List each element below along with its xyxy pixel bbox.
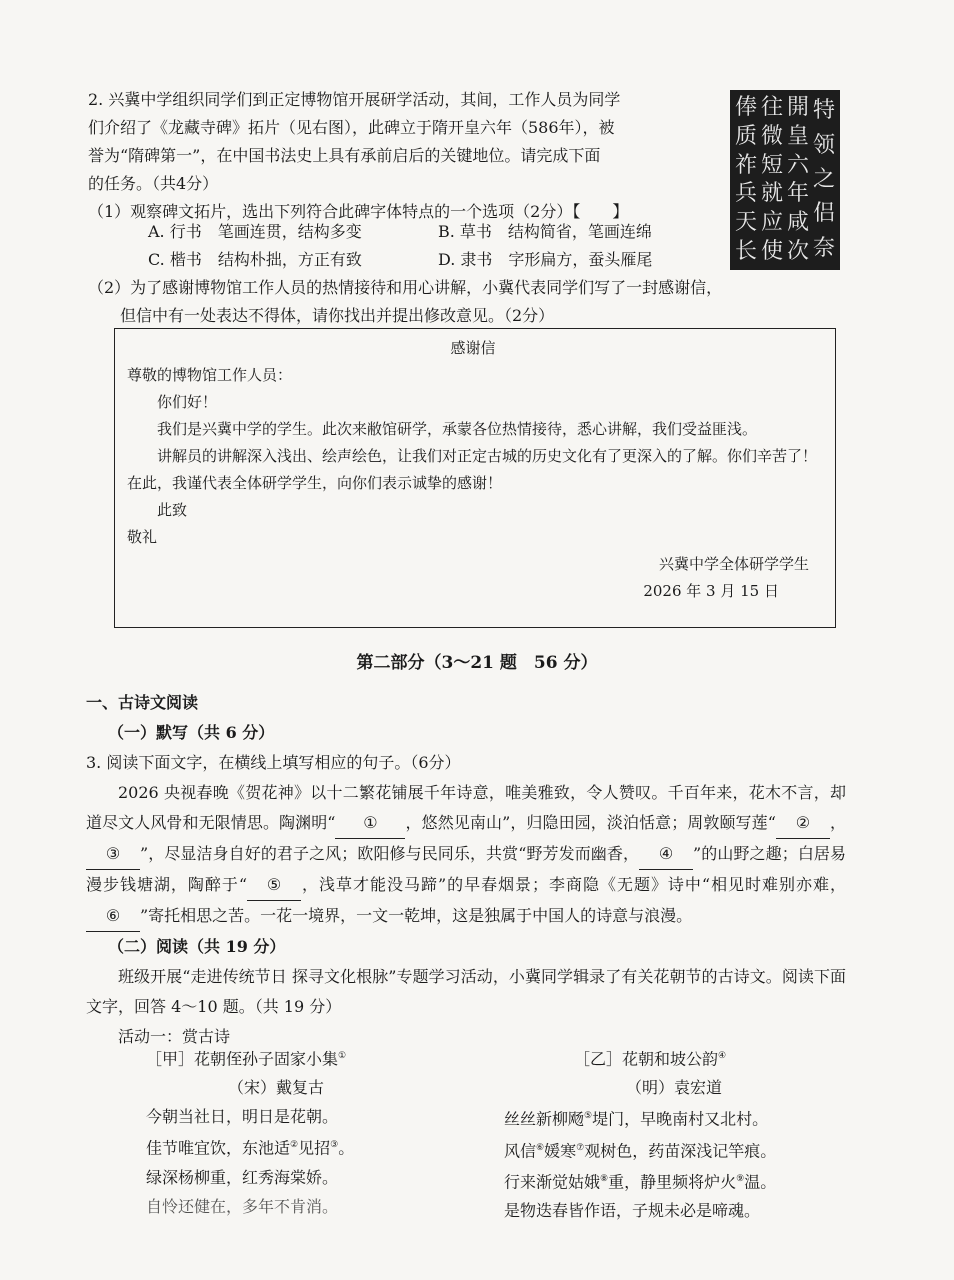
rubbing-char: 长 bbox=[734, 238, 757, 264]
q2-options bbox=[148, 218, 728, 274]
section-heading: 第二部分（3～21 题 56 分） bbox=[356, 653, 598, 673]
rubbing-column bbox=[812, 94, 836, 266]
rubbing-char: 就 bbox=[760, 181, 783, 207]
rubbing-char: 六 bbox=[786, 152, 809, 178]
letter-greeting: 你们好！ bbox=[157, 393, 218, 411]
rubbing-column bbox=[786, 94, 810, 266]
rubbing-char: 次 bbox=[786, 238, 809, 264]
q2-sub2 bbox=[88, 274, 848, 330]
letter-closing: 敬礼 bbox=[127, 528, 158, 546]
passage-text: ”，尽显洁身自好的君子之风；欧阳修与民同乐，共赏“野芳发而幽香， bbox=[140, 844, 640, 863]
poem-text: 。 bbox=[338, 1138, 355, 1158]
option-a: A. 行书 笔画连贯，结构多变 bbox=[148, 222, 362, 241]
letter-paragraph: 讲解员的讲解深入浅出、绘声绘色，让我们对正定古城的历史文化有了更深入的了解。你们辛苦了！在此，我谨代表全体研学学生，向你们表示诚挚的感谢！ bbox=[127, 447, 818, 492]
rubbing-char: 应 bbox=[760, 209, 783, 235]
poem-a bbox=[146, 1042, 446, 1221]
poem-line bbox=[146, 1131, 446, 1162]
letter-paragraph: 我们是兴冀中学的学生。此次来敝馆研学，承蒙各位热情接待，悉心讲解，我们受益匪浅。 bbox=[157, 420, 758, 438]
letter-closing: 此致 bbox=[157, 501, 188, 519]
rubbing-char: 奈 bbox=[812, 235, 835, 261]
passage-text: ，浅草才能没马蹄”的早春烟景；李商隐《无题》诗中“相见时难别亦难， bbox=[301, 875, 846, 894]
poem-line: 是物迭春皆作语，子规未必是啼魂。 bbox=[504, 1201, 761, 1221]
poem-b bbox=[504, 1042, 844, 1225]
poem-text: 风信 bbox=[504, 1140, 537, 1160]
rubbing-char: 侣 bbox=[812, 201, 835, 227]
poem-title-text: ［乙］花朝和坡公韵 bbox=[574, 1049, 719, 1069]
poem-line: 绿深杨柳重，红秀海棠娇。 bbox=[146, 1167, 339, 1187]
rubbing-char: 短 bbox=[760, 152, 783, 178]
stele-rubbing-image bbox=[730, 90, 840, 270]
footnote-mark: ④ bbox=[718, 1051, 727, 1061]
rubbing-char: 质 bbox=[734, 123, 757, 149]
rubbing-char: 往 bbox=[760, 95, 783, 121]
options-row bbox=[148, 218, 728, 246]
passage-text: 2026 央视春晚《贺花神》以十二繁花铺展千年诗意，唯美雅致，令人赞叹。千百年来，花木不言，却道尽文人风骨和无限情思。陶渊明“ bbox=[86, 783, 846, 832]
poem-author: （明）袁宏道 bbox=[625, 1078, 722, 1098]
rubbing-char: 兵 bbox=[734, 181, 757, 207]
poem-text: 行来渐觉姑娥 bbox=[504, 1172, 601, 1192]
activity-heading: 活动一：赏古诗 bbox=[118, 1027, 231, 1046]
footnote-mark: ③ bbox=[330, 1140, 339, 1151]
rubbing-char: 微 bbox=[760, 123, 783, 149]
footnote-mark: ⑤ bbox=[584, 1111, 593, 1122]
rubbing-char: 皇 bbox=[786, 123, 809, 149]
fill-blank-5[interactable]: ⑤ bbox=[247, 870, 301, 901]
rubbing-char: 特 bbox=[812, 98, 835, 124]
footnote-mark: ⑧ bbox=[600, 1173, 609, 1184]
options-row bbox=[148, 246, 728, 274]
passage-text: ”的山野之趣；白居易漫步钱塘湖，陶醉于“ bbox=[86, 844, 846, 894]
option-d: D. 隶书 字形扁方，蚕头雁尾 bbox=[438, 250, 653, 269]
fill-blank-3[interactable]: ③ bbox=[86, 839, 140, 870]
letter-signature: 兴冀中学全体研学学生 bbox=[658, 555, 809, 573]
footnote-mark: ⑥ bbox=[536, 1142, 545, 1153]
passage-text: ，悠然见南山”，归隐田园，淡泊恬意；周敦颐写莲“ bbox=[405, 813, 776, 832]
poem-line: 今朝当社日，明日是花朝。 bbox=[146, 1107, 339, 1127]
poem-text: 佳节唯宜饮，东池适 bbox=[146, 1138, 291, 1158]
passage-text: ”寄托相思之苦。一花一境界，一文一乾坤，这是独属于中国人的诗意与浪漫。 bbox=[140, 906, 693, 925]
poem-text: 温。 bbox=[744, 1172, 777, 1192]
rubbing-char: 俸 bbox=[734, 95, 757, 121]
rubbing-char: 祚 bbox=[734, 152, 757, 178]
q2-sub2-line: （2）为了感谢博物馆工作人员的热情接待和用心讲解，小冀代表同学们写了一封感谢信， bbox=[88, 278, 723, 297]
fill-blank-4[interactable]: ④ bbox=[639, 839, 693, 870]
option-c: C. 楷书 结构朴拙，方正有致 bbox=[148, 250, 362, 269]
poem-title-text: ［甲］花朝侄孙子固家小集 bbox=[146, 1049, 339, 1069]
passage-text: ， bbox=[829, 813, 846, 832]
rubbing-char: 開 bbox=[786, 95, 809, 121]
poem-line: 自怜还健在，多年不肯消。 bbox=[146, 1196, 339, 1216]
poem-text: 重，静里频将炉火 bbox=[608, 1172, 737, 1192]
rubbing-char: 之 bbox=[812, 166, 835, 192]
letter-title: 感谢信 bbox=[450, 339, 496, 357]
thank-you-letter bbox=[114, 328, 836, 628]
rubbing-char: 年 bbox=[786, 181, 809, 207]
part-heading: 一、古诗文阅读 bbox=[86, 693, 199, 712]
poem-line bbox=[504, 1102, 844, 1133]
subpart-heading: （一）默写（共 6 分） bbox=[108, 723, 275, 742]
q2-line: 2. 兴冀中学组织同学们到正定博物馆开展研学活动，其间，工作人员为同学 bbox=[88, 90, 621, 109]
q2-line: 誉为“隋碑第一”，在中国书法史上具有承前启后的关键地位。请完成下面 bbox=[88, 146, 601, 165]
rubbing-column bbox=[760, 94, 784, 266]
letter-date: 2026 年 3 月 15 日 bbox=[643, 582, 779, 600]
footnote-mark: ② bbox=[290, 1140, 299, 1151]
reading-intro: 班级开展“走进传统节日 探寻文化根脉”专题学习活动，小冀同学辑录了有关花朝节的古诗文。阅读下面文字，回答 4～10 题。（共 19 分） bbox=[86, 967, 846, 1016]
rubbing-column bbox=[734, 94, 758, 266]
poem-title bbox=[146, 1042, 446, 1073]
poem-text: 观树色，药苗深浅记竿痕。 bbox=[584, 1140, 777, 1160]
poem-text: 堤门，早晚南村又北村。 bbox=[592, 1109, 769, 1129]
fill-blank-1[interactable]: ① bbox=[335, 808, 405, 839]
subpart-heading: （二）阅读（共 19 分） bbox=[108, 937, 286, 956]
poem-author: （宋）戴复古 bbox=[227, 1078, 324, 1098]
rubbing-char: 天 bbox=[734, 209, 757, 235]
poem-text: 见招 bbox=[298, 1138, 331, 1158]
reading-section bbox=[86, 688, 846, 1052]
poem-text: 媛寒 bbox=[544, 1140, 577, 1160]
q3-prompt: 3. 阅读下面文字，在横线上填写相应的句子。（6分） bbox=[86, 753, 461, 772]
rubbing-char: 使 bbox=[760, 238, 783, 264]
footnote-mark: ⑨ bbox=[736, 1173, 745, 1184]
q2-sub1: （1）观察碑文拓片，选出下列符合此碑字体特点的一个选项（2分）【 】 bbox=[88, 202, 629, 221]
rubbing-char: 领 bbox=[812, 132, 835, 158]
poem-line bbox=[504, 1134, 844, 1165]
q2-line: 的任务。（共4分） bbox=[88, 174, 219, 193]
letter-salutation: 尊敬的博物馆工作人员： bbox=[127, 366, 293, 384]
option-b: B. 草书 结构简省，笔画连绵 bbox=[438, 222, 652, 241]
q2-line: 们介绍了《龙藏寺碑》拓片（见右图），此碑立于隋开皇六年（586年），被 bbox=[88, 118, 615, 137]
poem-line bbox=[504, 1165, 844, 1196]
question-2 bbox=[88, 86, 728, 226]
q2-sub2-line: 但信中有一处表达不得体，请你找出并提出修改意见。（2分） bbox=[88, 306, 555, 325]
poem-title bbox=[504, 1042, 844, 1073]
q3-passage bbox=[86, 778, 846, 932]
poem-text: 丝丝新柳飏 bbox=[504, 1109, 585, 1129]
footnote-mark: ⑦ bbox=[576, 1142, 585, 1153]
footnote-mark: ① bbox=[338, 1051, 347, 1061]
fill-blank-6[interactable]: ⑥ bbox=[86, 901, 140, 932]
rubbing-char: 咸 bbox=[786, 209, 809, 235]
fill-blank-2[interactable]: ② bbox=[776, 808, 830, 839]
